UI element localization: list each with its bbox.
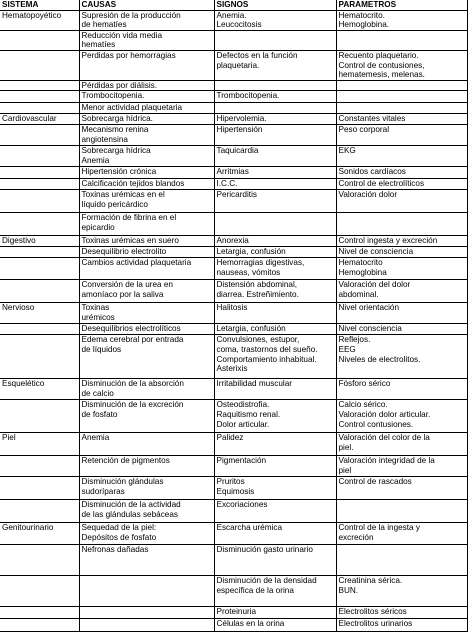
sistema-cell [0,179,79,190]
signos-cell: Pruritos Equimosis [214,477,336,500]
parametros-cell: Valoración dolor [336,190,467,213]
table-row [0,91,467,103]
sistema-cell [0,30,79,50]
parametros-cell [336,30,467,50]
signos-cell [214,30,336,50]
signos-cell: I.C.C. [214,179,336,190]
table-row [0,146,467,167]
signos-cell: Proteinuria [214,607,336,619]
causas-cell: Formación de fibrina en el epicardio [79,213,214,236]
sistema-cell: Genitourinario [0,523,79,545]
causas-cell: Toxinas urémicas en el líquido pericárdico [79,190,214,213]
parametros-cell: Calcio sérico. Valoración dolor articular. Control contusiones. [336,400,467,433]
table-row [0,10,467,30]
table-row [0,258,467,280]
sistema-cell: Hematopoyético [0,10,79,30]
table-row [0,167,467,179]
table-row [0,236,467,247]
table-row [0,545,467,576]
sistema-cell [0,190,79,213]
parametros-cell: Nivel de consciencia [336,247,467,258]
causas-cell: Edema cerebral por entrada de líquidos [79,335,214,379]
parametros-cell: Control de electrolíticos [336,179,467,190]
sistema-cell [0,167,79,179]
causas-cell: Sobrecarga hídrica Anemia [79,146,214,167]
causas-cell: Disminución de la absorción de calcio [79,379,214,400]
signos-cell: Excoriaciones [214,500,336,523]
sistema-cell [0,607,79,619]
parametros-cell: Recuento plaquetario. Control de contusiones, hematemesis, melenas. [336,50,467,80]
signos-cell: Trombocitopenia. [214,91,336,103]
table-row [0,607,467,619]
causas-cell: Anemia [79,433,214,456]
signos-cell: Irritabilidad muscular [214,379,336,400]
sistema-cell [0,247,79,258]
causas-cell: Disminución de la excreción de fosfato [79,400,214,433]
sistema-cell [0,103,79,114]
parametros-cell: Sonidos cardíacos [336,167,467,179]
header-parametros: PARAMETROS [336,0,467,10]
parametros-cell: Control de rascados [336,477,467,500]
signos-cell: Pericarditis [214,190,336,213]
causas-cell: Disminución glándulas sudoríparas [79,477,214,500]
table-row [0,179,467,190]
parametros-cell: Reflejos. EEG Niveles de electrolitos. [336,335,467,379]
table-row [0,433,467,456]
table-row [0,576,467,607]
table-row [0,103,467,114]
parametros-cell: Control de la ingesta y excreción [336,523,467,545]
signos-cell: Anemia. Leucocitosis [214,10,336,30]
signos-cell [214,80,336,91]
causas-cell: Nefronas dañadas [79,545,214,576]
causas-cell: Toxinas urémicos [79,303,214,324]
signos-cell: Defectos en la función plaquetaria. [214,50,336,80]
signos-cell: Arritmias [214,167,336,179]
parametros-cell: Peso corporal [336,125,467,146]
causas-cell: Perdidas por hemorragias [79,50,214,80]
table-row [0,500,467,523]
sistema-cell [0,477,79,500]
causas-cell: Desequilibrios electrolíticos [79,324,214,335]
sistema-cell [0,91,79,103]
causas-cell: Mecanismo renina angiotensina [79,125,214,146]
sistema-cell [0,324,79,335]
causas-cell [79,576,214,607]
parametros-cell: Hematocrito. Hemoglobina. [336,10,467,30]
sistema-cell [0,576,79,607]
signos-cell: Letargia, confusión [214,247,336,258]
parametros-cell: Electrolitos urinarios [336,619,467,632]
causas-cell: Supresión de la producción de hematíes [79,10,214,30]
parametros-cell: Creatinina sérica. BUN. [336,576,467,607]
parametros-cell: Fósforo sérico [336,379,467,400]
table-row [0,50,467,80]
table-row [0,619,467,632]
table-row [0,280,467,303]
sistema-cell: Piel [0,433,79,456]
sistema-cell [0,258,79,280]
table-row [0,400,467,433]
parametros-cell: Electrolitos séricos [336,607,467,619]
signos-cell [214,213,336,236]
header-row [0,0,467,10]
table-row [0,213,467,236]
parametros-cell [336,213,467,236]
parametros-cell [336,103,467,114]
parametros-cell: Constantes vitales [336,114,467,125]
signos-cell: Escarcha urémica [214,523,336,545]
sistema-cell [0,500,79,523]
table-row [0,379,467,400]
causas-cell [79,607,214,619]
table-row [0,303,467,324]
signos-cell: Palidez [214,433,336,456]
signos-cell: Anorexia [214,236,336,247]
causas-cell: Pérdidas por diálisis. [79,80,214,91]
parametros-cell: Control ingesta y excreción [336,236,467,247]
sistema-cell [0,545,79,576]
sistema-cell [0,213,79,236]
parametros-cell [336,91,467,103]
parametros-cell: Valoración del color de la piel. [336,433,467,456]
causas-cell: Hipertensión crónica [79,167,214,179]
sistema-cell [0,335,79,379]
parametros-cell: Valoración del dolor abdominal. [336,280,467,303]
table-row [0,335,467,379]
parametros-cell: Valoración integridad de la piel [336,456,467,477]
causas-cell: Retención de pigmentos [79,456,214,477]
sistema-cell [0,80,79,91]
causas-cell: Sequedad de la piel: Depósitos de fosfato [79,523,214,545]
table-row [0,456,467,477]
signos-cell [214,103,336,114]
sistema-cell [0,146,79,167]
parametros-cell [336,545,467,576]
table-row [0,247,467,258]
sistema-cell [0,619,79,632]
causas-cell: Toxinas urémicas en suero [79,236,214,247]
sistema-cell: Esquelético [0,379,79,400]
signos-cell: Taquicardia [214,146,336,167]
causas-cell: Cambios actividad plaquetaria [79,258,214,280]
signos-cell: Disminución de la densidad específica de la orina [214,576,336,607]
sistema-cell [0,125,79,146]
sistema-cell [0,50,79,80]
signos-cell: Letargia, confusión [214,324,336,335]
causas-cell: Desequilibrio electrolito [79,247,214,258]
parametros-cell [336,500,467,523]
header-sistema: SISTEMA [0,0,79,10]
table-body [0,10,467,632]
signos-cell: Células en la orina [214,619,336,632]
signos-cell: Hipervolemia. [214,114,336,125]
signos-cell: Disminución gasto urinario [214,545,336,576]
signos-cell: Distensión abdominal, diarrea. Estreñimiento. [214,280,336,303]
signos-cell: Osteodistrofia. Raquitismo renal. Dolor articular. [214,400,336,433]
signos-cell: Convulsiones, estupor, coma, trastornos del sueño. Comportamiento inhabitual. Asterixis [214,335,336,379]
table-row [0,190,467,213]
causas-cell: Trombocitopenia. [79,91,214,103]
parametros-cell: Nivel orientación [336,303,467,324]
sistema-cell: Nervioso [0,303,79,324]
signos-cell: Pigmentación [214,456,336,477]
table-row [0,125,467,146]
causas-cell: Sobrecarga hídrica. [79,114,214,125]
causas-cell: Calcificación tejidos blandos [79,179,214,190]
causas-cell: Menor actividad plaquetaria [79,103,214,114]
causas-cell: Conversión de la urea en amoníaco por la saliva [79,280,214,303]
table-row [0,324,467,335]
signos-cell: Hemorragias digestivas, nauseas, vómitos [214,258,336,280]
sistema-cell [0,456,79,477]
parametros-cell [336,80,467,91]
causas-cell [79,619,214,632]
sistema-cell [0,280,79,303]
table-row [0,477,467,500]
header-causas: CAUSAS [79,0,214,10]
sistema-cell: Digestivo [0,236,79,247]
table-row [0,523,467,545]
table-row [0,80,467,91]
causas-cell: Disminución de la actividad de las glándulas sebáceas [79,500,214,523]
signos-cell: Hipertensión [214,125,336,146]
table-row [0,114,467,125]
header-signos: SIGNOS [214,0,336,10]
parametros-cell: Hematocrito Hemoglobina [336,258,467,280]
parametros-cell: EKG [336,146,467,167]
table-row [0,30,467,50]
signos-cell: Halitosis [214,303,336,324]
parametros-cell: Nivel consciencia [336,324,467,335]
causas-cell: Reducción vida media hematíes [79,30,214,50]
sistema-cell [0,400,79,433]
sistema-cell: Cardiovascular [0,114,79,125]
